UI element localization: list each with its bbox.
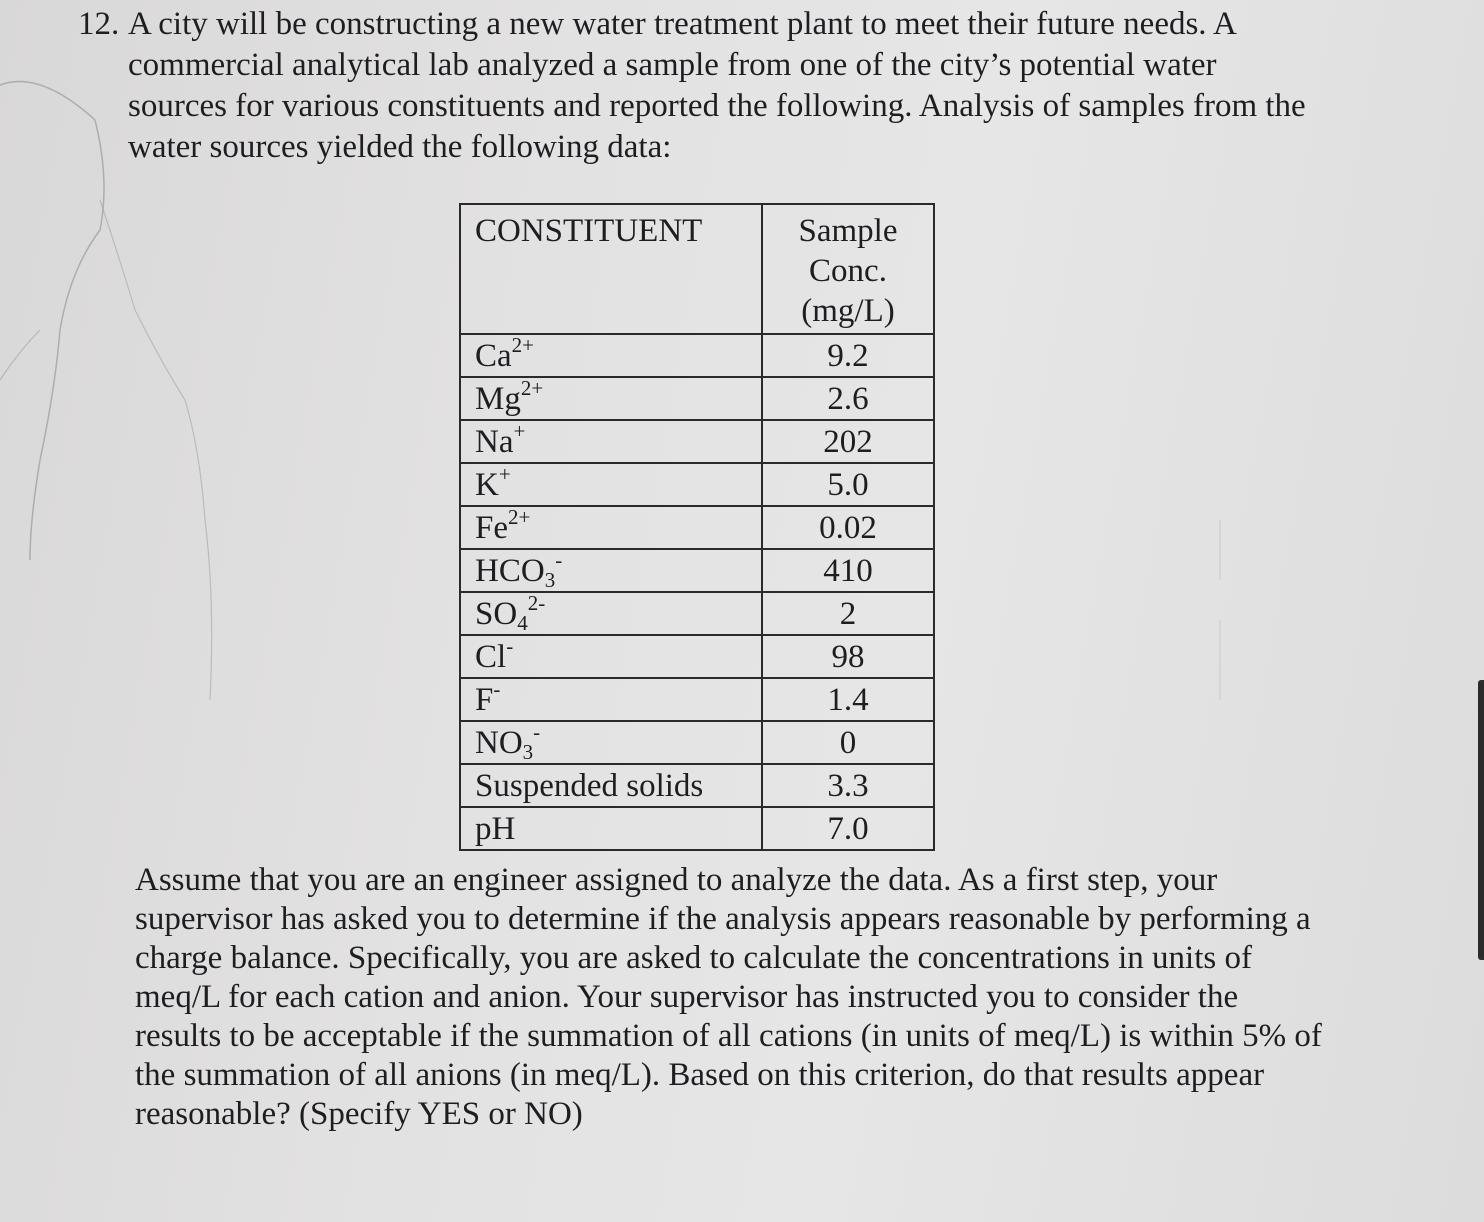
question-number: 12. (78, 6, 120, 42)
constituent-subscript: 4 (517, 610, 528, 635)
constituent-cell (460, 764, 762, 807)
constituent-symbol: Fe (475, 509, 508, 546)
constituent-cell (460, 377, 762, 420)
constituent-charge: + (513, 418, 526, 443)
table-header-row (460, 204, 934, 334)
concentration-cell: 98 (762, 635, 934, 678)
constituent-charge: 2+ (511, 332, 535, 357)
constituent-symbol: Ca (475, 337, 512, 374)
assumption-line: the summation of all anions (in meq/L). Based on this criterion, do that results appear (135, 1057, 1265, 1093)
concentration-cell: 202 (762, 420, 934, 463)
assumption-line: results to be acceptable if the summation of all cations (in units of meq/L) is within 5% of (135, 1018, 1322, 1054)
table-row (460, 549, 934, 592)
concentration-header-line: Conc. (809, 253, 887, 289)
assumption-line: charge balance. Specifically, you are asked to calculate the concentrations in units of (135, 940, 1252, 976)
constituent-charge: - (533, 719, 541, 744)
constituent-cell (460, 420, 762, 463)
question-line: sources for various constituents and reported the following. Analysis of samples from the (128, 88, 1306, 124)
constituent-cell (460, 678, 762, 721)
constituent-cell (460, 592, 762, 635)
concentration-cell: 2.6 (762, 377, 934, 420)
table-row (460, 678, 934, 721)
concentration-cell: 5.0 (762, 463, 934, 506)
concentration-header-line: Sample (798, 213, 898, 249)
constituent-symbol: HCO (475, 552, 545, 589)
table-row (460, 377, 934, 420)
constituent-charge: - (493, 676, 501, 701)
constituent-symbol: F (475, 681, 494, 718)
concentration-cell: 410 (762, 549, 934, 592)
question-line: water sources yielded the following data: (128, 129, 672, 165)
table-row (460, 506, 934, 549)
table-row (460, 721, 934, 764)
concentration-header (762, 204, 934, 334)
constituent-charge: 2+ (508, 504, 531, 529)
constituent-cell (460, 506, 762, 549)
assumption-line: Assume that you are an engineer assigned to analyze the data. As a first step, your (135, 862, 1218, 898)
assumption-line: reasonable? (Specify YES or NO) (135, 1096, 583, 1132)
constituent-header: CONSTITUENT (460, 204, 762, 334)
constituent-subscript: 3 (544, 567, 556, 592)
constituent-cell (460, 463, 762, 506)
constituent-cell (460, 334, 762, 377)
table-row (460, 334, 934, 377)
table-row (460, 420, 934, 463)
constituent-charge: - (555, 547, 563, 572)
constituent-symbol: Mg (475, 380, 521, 417)
concentration-cell: 7.0 (762, 807, 934, 850)
concentration-header-line: (mg/L) (801, 293, 895, 329)
table-row (460, 764, 934, 807)
constituent-symbol: Cl (475, 638, 507, 675)
assumption-text (135, 861, 1395, 1134)
concentration-cell: 0.02 (762, 506, 934, 549)
screen-edge-bar (1478, 680, 1484, 960)
question-text (128, 4, 1378, 168)
constituent-cell (460, 635, 762, 678)
constituent-symbol: Suspended solids (475, 767, 704, 804)
table-row (460, 592, 934, 635)
constituent-symbol: SO (475, 595, 518, 632)
constituent-charge: 2- (527, 590, 546, 615)
constituent-symbol: NO (475, 724, 523, 761)
assumption-line: meq/L for each cation and anion. Your supervisor has instructed you to consider the (135, 979, 1239, 1015)
table-row (460, 807, 934, 850)
concentration-cell: 3.3 (762, 764, 934, 807)
constituent-subscript: 3 (522, 739, 534, 764)
constituent-charge: - (506, 633, 514, 658)
constituent-cell (460, 721, 762, 764)
question-line: A city will be constructing a new water treatment plant to meet their future needs. A (128, 6, 1237, 42)
constituent-symbol: Na (475, 423, 514, 460)
constituent-symbol: pH (475, 810, 516, 847)
constituent-cell (460, 549, 762, 592)
table-row (460, 635, 934, 678)
constituent-table (459, 203, 935, 851)
concentration-cell: 9.2 (762, 334, 934, 377)
constituent-charge: 2+ (520, 375, 544, 400)
assumption-line: supervisor has asked you to determine if the analysis appears reasonable by performing a (135, 901, 1311, 937)
concentration-cell: 1.4 (762, 678, 934, 721)
concentration-cell: 2 (762, 592, 934, 635)
table-row (460, 463, 934, 506)
question-line: commercial analytical lab analyzed a sample from one of the city’s potential water (128, 47, 1217, 83)
concentration-cell: 0 (762, 721, 934, 764)
constituent-symbol: K (475, 466, 499, 503)
constituent-cell (460, 807, 762, 850)
constituent-charge: + (498, 461, 511, 486)
